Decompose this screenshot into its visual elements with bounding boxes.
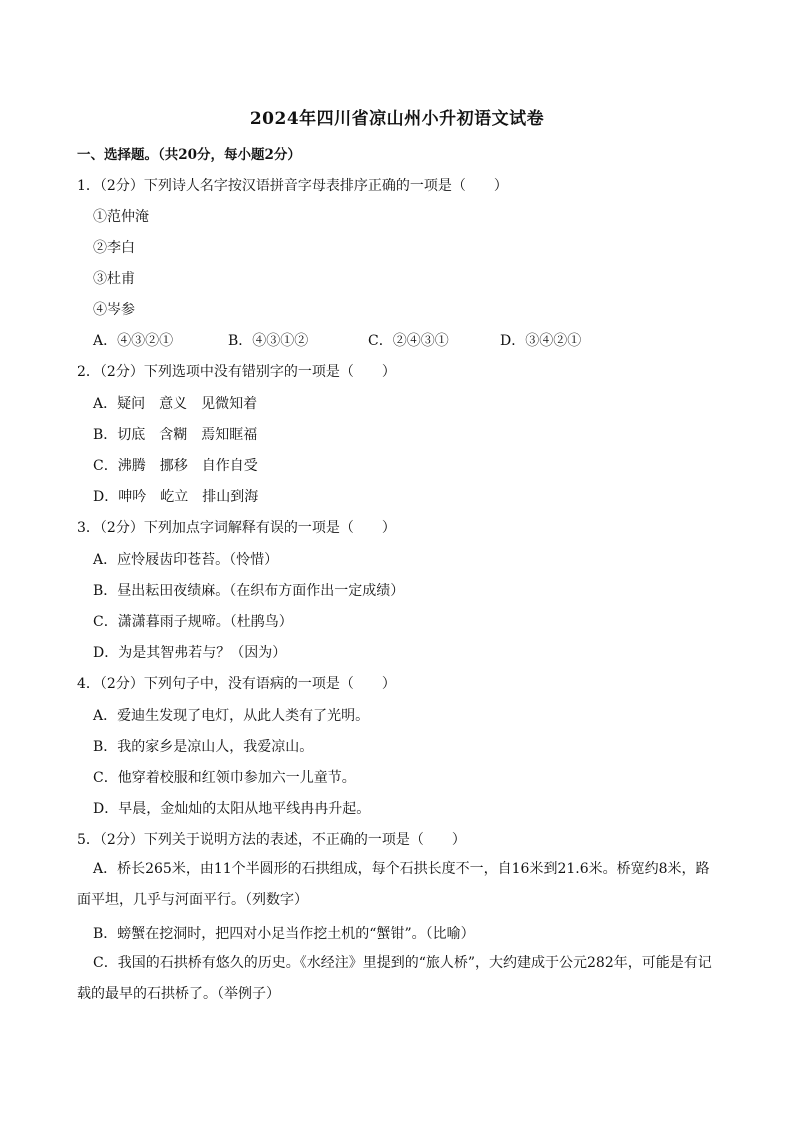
question-4-option-c: C．他穿着校服和红领巾参加六一儿童节。 (93, 770, 356, 786)
question-3-stem: 3．（2分）下列加点字词解释有误的一项是（ ） (77, 520, 396, 536)
question-4-option-d: D．早晨，金灿灿的太阳从地平线冉冉升起。 (93, 801, 371, 817)
question-3-option-a: A．应怜屐齿印苍苔。（怜惜） (93, 552, 279, 568)
question-5-option-b: B．螃蟹在挖洞时，把四对小足当作挖土机的“蟹钳”。（比喻） (93, 926, 475, 942)
option-d: D．③④②① (500, 333, 582, 349)
question-5-stem: 5．（2分）下列关于说明方法的表述，不正确的一项是（ ） (77, 832, 466, 848)
question-3-option-c: C．潇潇暮雨子规啼。（杜鹃鸟） (93, 614, 293, 630)
option-c: C．②④③① (368, 333, 449, 349)
option-b: B．④③①② (228, 333, 309, 349)
question-2-option-d: D．呻吟 屹立 排山到海 (93, 489, 259, 505)
question-1-item: ②李白 (93, 240, 135, 256)
question-1-stem: 1．（2分）下列诗人名字按汉语拼音字母表排序正确的一项是（ ） (77, 178, 508, 194)
question-5-option-a: A．桥长265米，由11个半圆形的石拱组成，每个石拱长度不一，自16米到21.6米。桥宽约8米，路面平坦，几乎与河面平行。（列数字） (77, 861, 710, 908)
option-a: A．④③②① (93, 333, 174, 349)
question-3-option-d: D．为是其智弗若与？（因为） (93, 645, 287, 661)
question-3-option-b: B．昼出耘田夜绩麻。（在织布方面作出一定成绩） (93, 583, 405, 599)
question-2-option-a: A．疑问 意义 见微知着 (93, 396, 258, 412)
question-2-option-b: B．切底 含糊 焉知眶福 (93, 427, 258, 443)
question-1-item: ③杜甫 (93, 271, 135, 287)
question-4-option-a: A．爱迪生发现了电灯，从此人类有了光明。 (93, 708, 370, 724)
question-1-item: ①范仲淹 (93, 209, 149, 225)
question-5-option-c: C．我国的石拱桥有悠久的历史。《水经注》里提到的“旅人桥”，大约建成于公元282年，可能是有记载的最早的石拱桥了。（举例子） (77, 955, 712, 1002)
question-1-options (93, 330, 581, 350)
question-4-stem: 4．（2分）下列句子中，没有语病的一项是（ ） (77, 676, 396, 692)
page-title: 2024年四川省凉山州小升初语文试卷 (249, 109, 545, 129)
question-4-option-b: B．我的家乡是凉山人，我爱凉山。 (93, 739, 314, 755)
question-2-option-c: C．沸腾 挪移 自作自受 (93, 458, 258, 474)
section-heading: 一、选择题。（共20分，每小题2分） (77, 147, 301, 163)
question-1-item: ④岑参 (93, 302, 135, 318)
question-2-stem: 2．（2分）下列选项中没有错别字的一项是（ ） (77, 364, 396, 380)
